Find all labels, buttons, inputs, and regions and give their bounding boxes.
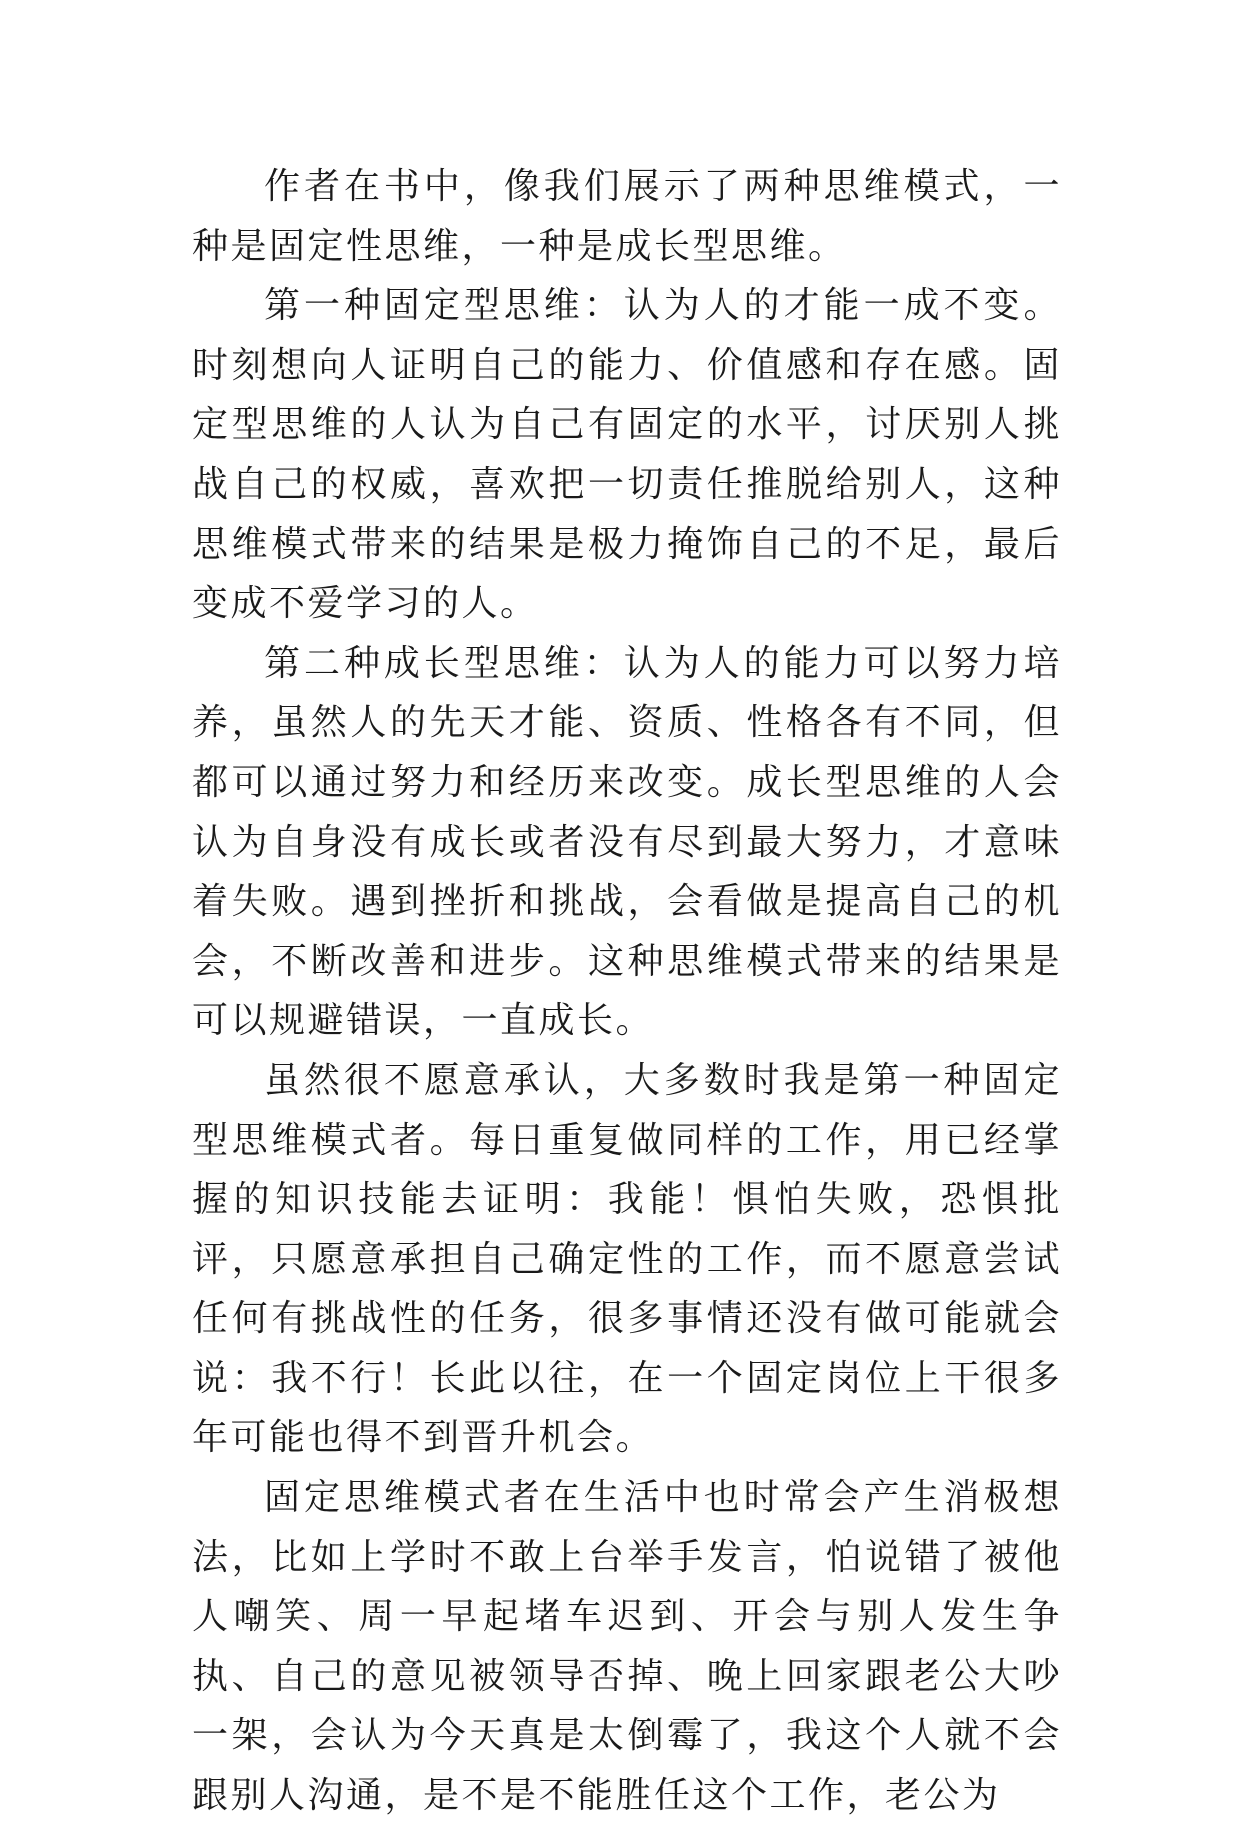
document-body [192, 157, 1062, 1826]
paragraph-3: 第二种成长型思维：认为人的能力可以努力培养，虽然人的先天才能、资质、性格各有不同，但都可以通过努力和经历来改变。成长型思维的人会认为自身没有成长或者没有尽到最大努力，才意味着失败。遇到挫折和挑战，会看做是提高自己的机会，不断改善和进步。这种思维模式带来的结果是可以规避错误，一直成长。 [192, 642, 1062, 1042]
paragraph-2: 第一种固定型思维：认为人的才能一成不变。时刻想向人证明自己的能力、价值感和存在感。固定型思维的人认为自己有固定的水平，讨厌别人挑战自己的权威，喜欢把一切责任推脱给别人，这种思维模式带来的结果是极力掩饰自己的不足，最后变成不爱学习的人。 [192, 285, 1062, 625]
paragraph-4: 虽然很不愿意承认，大多数时我是第一种固定型思维模式者。每日重复做同样的工作，用已经掌握的知识技能去证明：我能！惧怕失败，恐惧批评，只愿意承担自己确定性的工作，而不愿意尝试任何有挑战性的任务，很多事情还没有做可能就会说：我不行！长此以往，在一个固定岗位上干很多年可能也得不到晋升机会。 [192, 1059, 1062, 1459]
paragraph-5: 固定思维模式者在生活中也时常会产生消极想法，比如上学时不敢上台举手发言，怕说错了被他人嘲笑、周一早起堵车迟到、开会与别人发生争执、自己的意见被领导否掉、晚上回家跟老公大吵一架，会认为今天真是太倒霉了，我这个人就不会跟别人沟通，是不是不能胜任这个工作，老公为 [192, 1477, 1062, 1817]
paragraph-1: 作者在书中，像我们展示了两种思维模式，一种是固定性思维，一种是成长型思维。 [192, 166, 1062, 267]
